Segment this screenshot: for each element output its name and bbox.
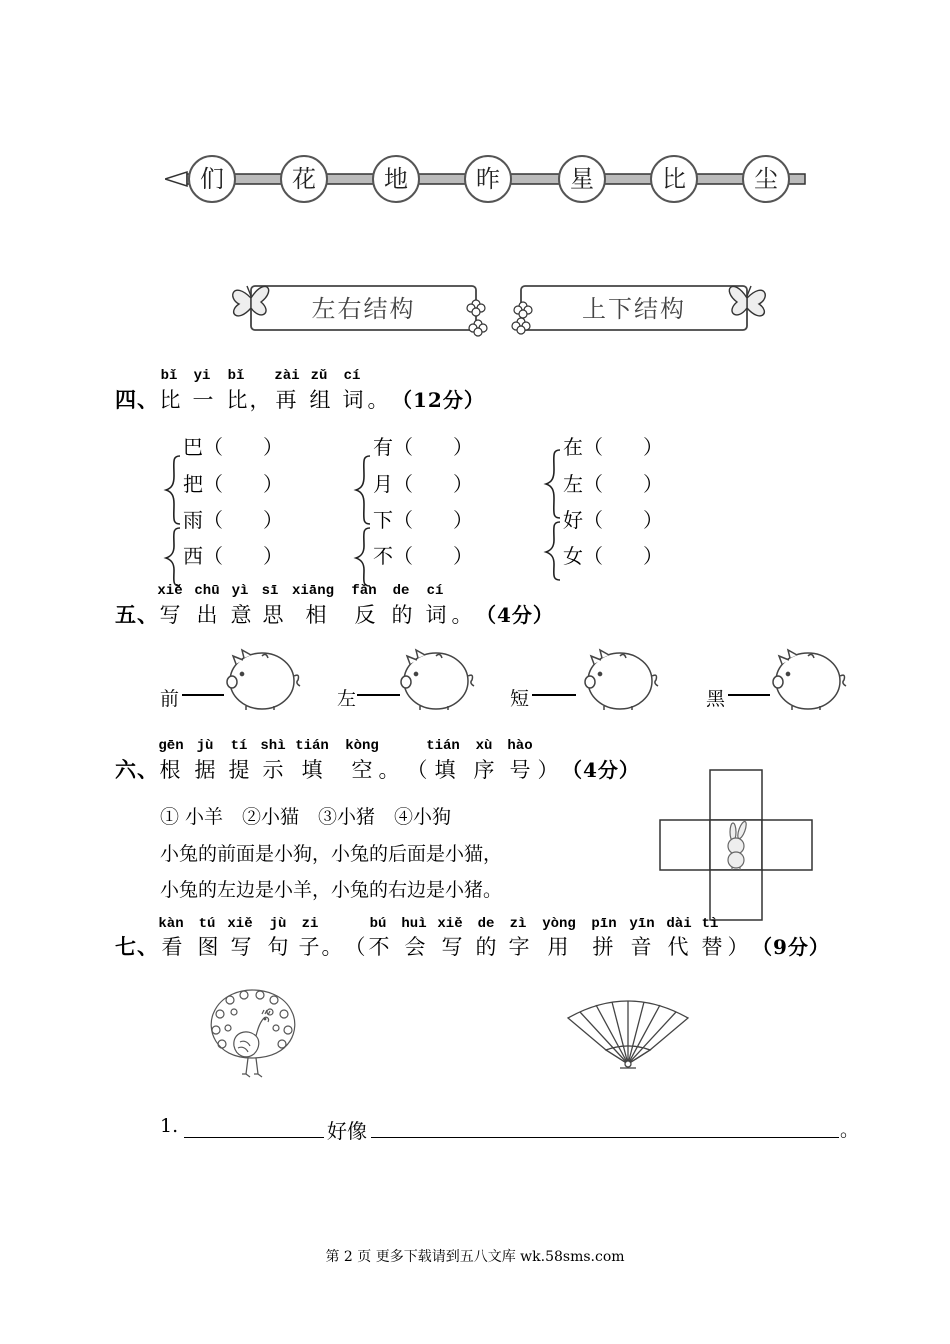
group-1-item-4: 西（ ） xyxy=(183,544,283,568)
antonym-word-4: 黑 xyxy=(706,688,726,710)
section-6-score: （4分） xyxy=(562,758,640,782)
group-2-item-4: 不（ ） xyxy=(373,544,473,568)
bead-5: 星 xyxy=(558,155,606,203)
bead-4: 昨 xyxy=(464,155,512,203)
sentence-blank-1[interactable] xyxy=(184,1137,324,1138)
pig-icon xyxy=(227,650,300,710)
group-3-item-1: 在（ ） xyxy=(563,435,663,459)
group-3-item-4: 女（ ） xyxy=(563,544,663,568)
clue-line-2: 小兔的左边是小羊，小兔的右边是小猪。 xyxy=(160,879,503,901)
antonym-word-2: 左 xyxy=(337,688,357,710)
bead-7: 尘 xyxy=(742,155,790,203)
section-6-number: 六、 xyxy=(115,757,159,782)
pig-icon xyxy=(773,650,846,710)
position-cross-grid xyxy=(658,768,814,922)
antonym-pigs xyxy=(0,640,950,715)
pig-icon xyxy=(585,650,658,710)
sentence-number: 1. xyxy=(160,1115,179,1137)
peacock-icon xyxy=(204,988,300,1080)
bead-2: 花 xyxy=(280,155,328,203)
section-5-pinyin: xiě chū yì sī xiāng fǎn de cí xyxy=(157,583,444,599)
sentence-blank-2[interactable] xyxy=(371,1137,839,1138)
section-5-number: 五、 xyxy=(115,602,159,627)
grid-cell-left xyxy=(660,820,710,870)
section-7-number: 七、 xyxy=(115,934,159,959)
bead-6: 比 xyxy=(650,155,698,203)
group-2-item-2: 月（ ） xyxy=(373,472,473,496)
grid-cell-right xyxy=(762,820,812,870)
section-7-score: （9分） xyxy=(752,935,830,959)
option-list: ① 小羊 ②小猫 ③小猪 ④小狗 xyxy=(160,806,452,828)
group-2-item-1: 有（ ） xyxy=(373,435,473,459)
box-top-bottom-structure: 上下结构 xyxy=(582,295,686,323)
grid-cell-top xyxy=(710,770,762,820)
group-3-item-3: 好（ ） xyxy=(563,508,663,532)
page-footer: 第 2 页 更多下载请到五八文库 wk.58sms.com xyxy=(325,1249,625,1265)
section-5-title: 写 出 意 思 相 反 的 词 。 xyxy=(159,603,473,627)
section-6-pinyin: gēn jù tí shì tián kòng tián xù hào xyxy=(158,738,533,754)
sentence-middle: 好像 xyxy=(327,1119,367,1143)
bead-1: 们 xyxy=(188,155,236,203)
group-2-item-3: 下（ ） xyxy=(373,508,473,532)
grid-cell-bottom xyxy=(710,870,762,920)
antonym-word-1: 前 xyxy=(160,688,180,710)
section-4-number: 四、 xyxy=(115,387,159,412)
bead-3: 地 xyxy=(372,155,420,203)
section-5-score: （4分） xyxy=(476,603,554,627)
box-left-right-structure: 左右结构 xyxy=(311,295,416,323)
group-3-item-2: 左（ ） xyxy=(563,472,663,496)
fan-icon xyxy=(566,998,690,1072)
section-6-title: 根 据 提 示 填 空 。 （ 填 序 号 ） xyxy=(159,758,559,782)
group-1-item-1: 巴（ ） xyxy=(183,435,283,459)
sentence-end: 。 xyxy=(840,1119,860,1141)
group-1-item-2: 把（ ） xyxy=(183,472,283,496)
antonym-word-3: 短 xyxy=(510,688,530,710)
section-4-pinyin: bǐ yi bǐ zài zǔ cí xyxy=(160,368,361,384)
pig-icon xyxy=(401,650,474,710)
section-7-title: 看 图 写 句 子 。 （ 不 会 写 的 字 用 拼 音 代 替 ） xyxy=(161,935,749,959)
clue-line-1: 小兔的前面是小狗，小兔的后面是小猫， xyxy=(160,843,503,865)
group-1-item-3: 雨（ ） xyxy=(183,508,283,532)
section-4-title: 比 一 比 ， 再 组 词 。 xyxy=(159,388,389,412)
section-4-score: （12分） xyxy=(392,388,485,412)
section-7-pinyin: kàn tú xiě jù zi bú huì xiě de zì yòng pīn yīn dài tì xyxy=(158,916,719,932)
